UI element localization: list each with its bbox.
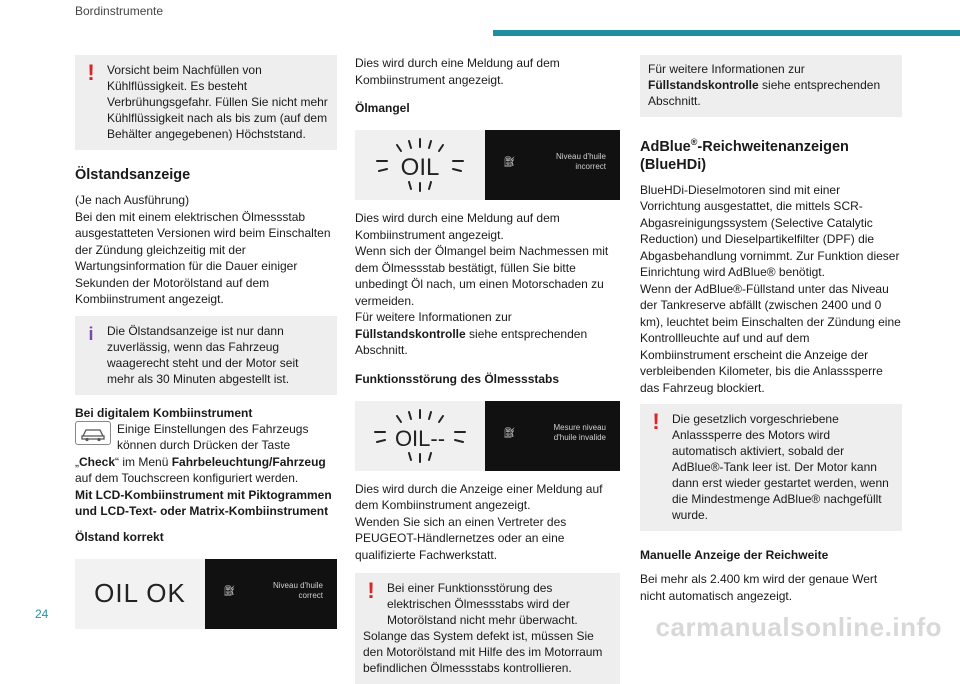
warning-icon: ! [367,578,375,603]
column-3 [640,55,902,604]
warning-note-coolant [75,55,337,150]
low-oil-text-1: Dies wird durch eine Meldung auf dem Kombiinstrument angezeigt. [355,211,560,242]
manual-range-heading: Manuelle Anzeige der Reichweite [640,548,829,563]
info-note-oil-level [75,316,337,395]
dipstick-fault-heading: Funktionsstörung des Ölmessstabs [355,371,560,386]
warning-icon: ! [652,409,660,435]
digital-cluster-heading: Bei digitalem Kombiinstrument [75,405,253,420]
low-oil-pictogram [355,130,485,200]
section-title: Bordinstrumente [75,4,164,18]
oil-ok-display [75,559,337,629]
svg-text:OIL: OIL [400,154,440,181]
watermark: carmanualsonline.info [655,612,942,642]
warning-note-dipstick [355,573,620,684]
digital-cluster-text: Einige Einstellungen des Fahrzeugs können durch Drücken der Taste „Check“ im Menü Fahrbeleuchtung/Fahrzeug auf dem Touchscreen konfiguriert werden. [75,421,326,485]
oil-level-heading: Ölstandsanzeige [75,167,191,183]
low-oil-message: ⛽︎ Niveau d'huile incorrect [485,130,620,200]
low-oil-text-3: Für weitere Informationen zur Füllstandskontrolle siehe entsprechenden Abschnitt. [355,310,588,357]
oil-ok-message: ⛽︎ Niveau d'huile correct [205,559,337,629]
check-key-label: Check [79,454,116,469]
header-accent-bar [493,30,960,36]
svg-text:OIL--: OIL-- [394,425,446,451]
adblue-text-1: BlueHDi-Dieselmotoren sind mit einer Vorrichtung ausgestattet, die mittels SCR-Abgasreinigungssystem (Selective Catalytic Reduction) und Dieselpartikelfilter (DPF) die Abgasbehandlung vornimmt. Zur Funktion dieser Einrichtung wird AdBlue® benötigt. [640,182,900,280]
warning-note-text: Vorsicht beim Nachfüllen von Kühlflüssigkeit. Es besteht Verbrühungsgefahr. Füllen Sie nicht mehr Kühlflüssigkeit nach als bis zum (auf dem Behälter angegebenen) Höchststand. [107,63,328,141]
warning-icon: ! [87,60,95,85]
adblue-text-2: Wenn der AdBlue®-Füllstand unter das Niveau der Tankreserve abfällt (zwischen 2400 und 0 km), leuchtet beim Einschalten der Zündung eine Kontrollleuchte auf und auf dem Kombiinstrument erscheint die Anzeige der verbleibenden Kilometer, bis die Anlasssperre das Fahrzeug blockiert. [640,281,901,395]
oil-ok-heading: Ölstand korrekt [75,529,164,544]
oil-level-intro-variant: (Je nach Ausführung) [75,193,190,207]
low-oil-text-2: Wenn sich der Ölmangel beim Nachmessen mit dem Ölmessstab bestätigt, füllen Sie bitte unbedingt Öl nach, um einen Motorschaden zu vermeiden. [355,244,609,308]
warning-note-text-1: Bei einer Funktionsstörung des elektrischen Ölmessstabs wird der Motorölstand nicht mehr überwacht. [387,581,578,627]
car-settings-icon [75,421,111,445]
menu-name: Fahrbeleuchtung/Fahrzeug [171,454,326,469]
low-oil-heading: Ölmangel [355,101,410,115]
warning-note-text-2: Solange das System defekt ist, müssen Sie den Motorölstand mit Hilfe des im Motorraum befindlichen Ölmessstabs kontrollieren. [363,629,603,675]
adblue-heading: AdBlue®-Reichweitenanzeigen (BlueHDi) [640,137,849,173]
dipstick-fault-display [355,401,620,471]
cluster-message-text: Dies wird durch eine Meldung auf dem Kombiinstrument angezeigt. [355,56,560,87]
low-oil-display [355,130,620,200]
oil-warning-icon [365,135,475,195]
dipstick-fault-text-2: Wenden Sie sich an einen Vertreter des PEUGEOT-Händlernetzes oder an eine qualifizierte Fachwerkstatt. [355,514,567,562]
lcd-cluster-heading: Mit LCD-Kombiinstrument mit Piktogrammen und LCD-Text- oder Matrix-Kombiinstrument [75,487,332,518]
info-note-text: Die Ölstandsanzeige ist nur dann zuverlässig, wenn das Fahrzeug waagerecht steht und der Motor seit mehr als 30 Minuten abgestellt ist. [107,323,299,386]
page-number: 24 [35,607,49,621]
column-2 [355,55,620,684]
oil-can-icon: ⛽︎ [503,427,516,439]
oil-level-intro: Bei den mit einem elektrischen Ölmessstab ausgestatteten Versionen wird beim Einschalten der Zündung gleichzeitig mit der Wartungsinformation für die Dauer einiger Sekunden der Motorölstand auf dem Kombiinstrument angezeigt. [75,209,331,306]
column-1 [75,55,337,629]
oil-fault-icon [365,406,475,466]
info-icon: i [88,323,94,344]
dipstick-fault-text-1: Dies wird durch die Anzeige einer Meldung auf dem Kombiinstrument angezeigt. [355,481,603,512]
oil-can-icon: ⛽︎ [503,157,516,168]
warning-note-text: Die gesetzlich vorgeschriebene Anlasssperre des Motors wird automatisch aktiviert, sobald der AdBlue®-Tank leer ist. Der Motor kann dann erst wieder gestartet werden, wenn die Mindestmenge AdBlue® nachgefüllt wurde. [672,412,889,523]
dipstick-fault-pictogram [355,401,485,471]
oil-can-icon: ⛽︎ [223,585,236,597]
reference-note: Für weitere Informationen zur Füllstandskontrolle siehe entsprechenden Abschnitt. [640,55,902,117]
dipstick-fault-message: ⛽︎ Mesure niveau d'huile invalide [485,401,620,471]
manual-range-text: Bei mehr als 2.400 km wird der genaue Wert nicht automatisch angezeigt. [640,572,878,603]
oil-ok-pictogram: OIL OK [75,559,205,629]
warning-note-adblue [640,404,902,531]
